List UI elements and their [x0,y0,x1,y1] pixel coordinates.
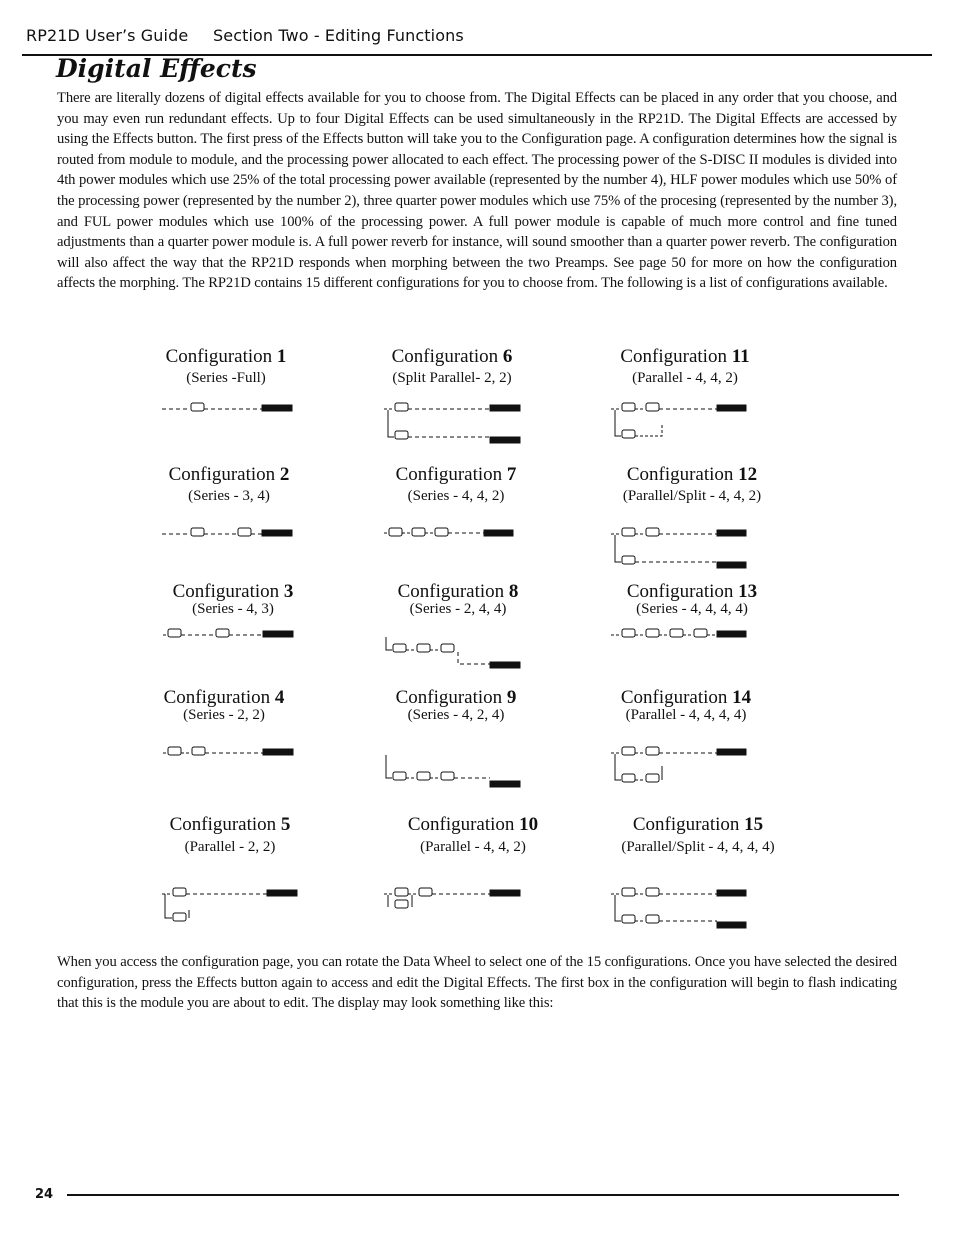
intro-paragraph: There are literally dozens of digital effects available for you to choose from. The Digital Effects can be placed in any order that you choose, and you may even run redundant effects. Up to four Digital Effects can be used simultaneously in the RP21D. The Digital Effects are accessed by using the Effects button. The first press of the Effects button will take you to the Configuration page. A configuration determines how the signal is routed from module to module, and the processing power allocated to each effect. The processing power of the S-DISC II modules is divided into 4th power modules which use 25% of the total processing power available (represented by the number 4), HLF power modules which use 50% of the processing power (represented by the number 2), three quarter power modules which use 75% of the procesing (represented by the number 3), and FUL power modules which use 100% of the processing power. A full power module is capable of much more control and fine tuned adjustments than a quarter power module is. A full power reverb for instance, will sound smoother than a quarter power reverb. The configuration will also affect the way that the RP21D responds when morphing between the two Preamps. See page 50 for more on how the configuration affects the morphing. The RP21D contains 15 different configurations for you to choose from. The following is a list of configurations available. [57,90,897,292]
config-description: (Parallel/Split - 4, 4, 4, 4) [621,839,775,855]
diagram-config-5 [162,888,297,921]
diagram-config-14 [611,747,746,782]
config-title: Configuration 7 [395,464,517,485]
config-title: Configuration 6 [391,346,513,367]
config-description: (Parallel - 4, 4, 2) [632,370,738,386]
diagram-config-3 [163,629,293,637]
config-description: (Series -Full) [186,370,266,386]
config-title: Configuration 4 [163,687,285,708]
diagram-config-8 [386,637,520,668]
config-title: Configuration 1 [165,346,287,367]
diagram-config-11 [611,403,746,438]
config-title: Configuration 10 [407,814,539,835]
diagram-config-4 [163,747,293,755]
config-title: Configuration 14 [620,687,752,708]
page-title: Digital Effects [56,54,257,83]
config-title: Configuration 5 [169,814,291,835]
diagram-config-6 [384,403,520,443]
section-title: Section Two - Editing Functions [213,26,464,45]
guide-title: RP21D User’s Guide [26,26,189,45]
config-description: (Series - 4, 2, 4) [407,707,505,723]
config-title: Configuration 3 [172,581,294,602]
config-description: (Series - 4, 4, 4, 4) [636,601,748,617]
config-title: Configuration 9 [395,687,517,708]
diagram-config-13 [611,629,746,637]
config-description: (Series - 3, 4) [188,488,270,504]
config-description: (Parallel/Split - 4, 4, 2) [622,488,762,504]
outro-paragraph: When you access the configuration page, you can rotate the Data Wheel to select one of the 15 configurations. Once you have selected the desired configuration, press the Effects button again to access and edit the Digital Effects. The first box in the configuration will begin to flash indicating that this is the module you are about to edit. The display may look something like this: [57,954,897,1012]
config-description: (Parallel - 4, 4, 4, 4) [625,707,747,723]
config-title: Configuration 8 [397,581,519,602]
diagram-config-9 [386,755,520,787]
config-description: (Series - 4, 3) [192,601,274,617]
diagram-config-7 [384,528,513,536]
config-title: Configuration 15 [632,814,764,835]
config-description: (Parallel - 2, 2) [184,839,276,855]
diagram-config-12 [611,528,746,568]
diagram-config-15 [611,888,746,928]
config-description: (Split Parallel- 2, 2) [392,370,512,386]
diagram-config-2 [162,528,292,536]
config-description: (Series - 4, 4, 2) [407,488,505,504]
config-description: (Series - 2, 2) [183,707,265,723]
diagram-config-1 [162,403,292,411]
config-description: (Parallel - 4, 4, 2) [420,839,526,855]
diagram-config-10 [384,888,520,908]
config-description: (Series - 2, 4, 4) [409,601,507,617]
config-title: Configuration 12 [626,464,758,485]
page-number: 24 [35,1187,54,1202]
footer-rule [67,1194,899,1196]
config-title: Configuration 13 [626,581,758,602]
config-title: Configuration 2 [168,464,290,485]
config-title: Configuration 11 [620,346,750,367]
